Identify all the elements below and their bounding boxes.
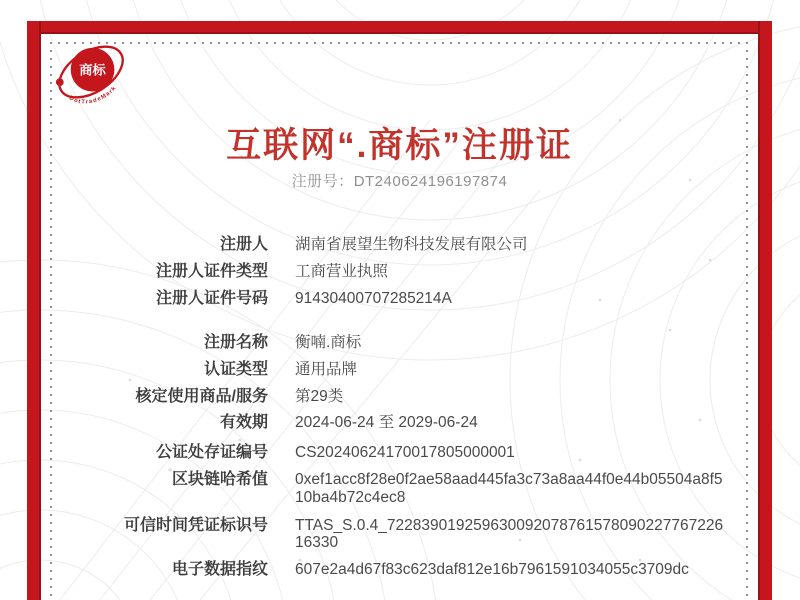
field-value: 衡喃.商标 [295, 333, 362, 351]
field-row [60, 444, 740, 462]
certificate-title: 互联网“.商标”注册证 [226, 126, 573, 165]
field-label: 可信时间凭证标识号 [123, 516, 268, 534]
field-value: 607e2a4d67f83c623daf812e16b7961591034055c3709dc [295, 560, 689, 578]
field-label: 注册人证件号码 [155, 289, 268, 307]
field-value: 第29类 [295, 387, 344, 405]
field-row [60, 236, 740, 254]
field-label: 认证类型 [203, 360, 268, 378]
field-label: 区块链哈希值 [171, 471, 268, 489]
field-label: 公证处存证编号 [155, 444, 268, 462]
field-row [60, 334, 740, 352]
field-value: 91430400707285214A [295, 289, 452, 307]
field-row [60, 263, 740, 281]
field-value: 湖南省展望生物科技发展有限公司 [295, 236, 528, 253]
registration-number-label: 注册号： [291, 173, 354, 190]
field-label: 注册名称 [203, 333, 268, 351]
field-value: 工商营业执照 [295, 262, 389, 280]
field-label: 注册人证件类型 [155, 262, 268, 280]
field-rows [60, 236, 740, 588]
field-label: 核定使用商品/服务 [135, 387, 268, 405]
registration-number-value: DT240624196197874 [353, 173, 508, 190]
certificate-frame-right [758, 21, 772, 600]
trademark-logo-icon [52, 33, 130, 111]
registration-number-line [41, 170, 758, 191]
field-row [60, 517, 740, 552]
field-value: TTAS_S.0.4_72283901925963009207876157809022776722616330 [295, 516, 724, 552]
field-row [60, 471, 740, 506]
dotted-border-top [50, 42, 748, 44]
field-value: 通用品牌 [295, 360, 358, 378]
certificate-frame-left [27, 21, 41, 600]
field-row [60, 361, 740, 379]
logo-badge-text: 商标 [79, 62, 106, 78]
field-value: CS20240624170017805000001 [295, 444, 515, 462]
certificate-frame-top [27, 21, 772, 34]
field-label: 注册人 [219, 236, 268, 253]
field-row [60, 290, 740, 308]
field-label: 电子数据指纹 [171, 560, 268, 578]
field-row [60, 414, 740, 432]
field-row [60, 388, 740, 406]
field-value: 2024-06-24 至 2029-06-24 [295, 414, 478, 432]
logo-orbit-text: DotTradeMark [67, 85, 119, 106]
field-row [60, 561, 740, 579]
field-label: 有效期 [219, 414, 268, 432]
field-value: 0xef1acc8f28e0f2ae58aad445fa3c73a8aa44f0e44b05504a8f510ba4b72c4ec8 [295, 471, 723, 506]
